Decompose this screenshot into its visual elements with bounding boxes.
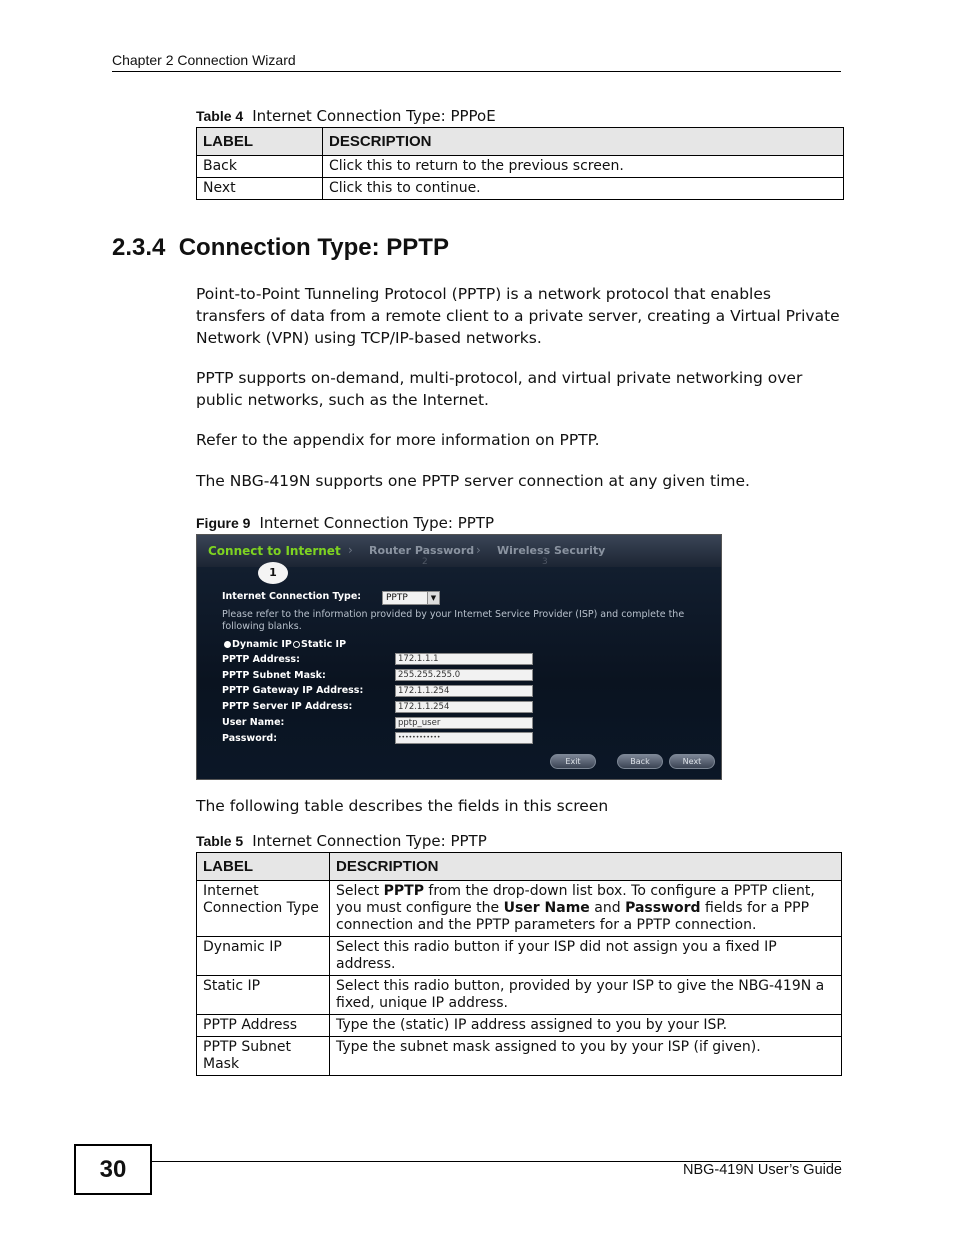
back-button[interactable]: Back	[617, 754, 663, 769]
table4-cell-label: Next	[197, 178, 323, 200]
table5	[196, 852, 842, 1076]
paragraph: The NBG-419N supports one PPTP server connection at any given time.	[196, 472, 750, 490]
connection-type-select[interactable]	[382, 591, 440, 605]
paragraph: Point-to-Point Tunneling Protocol (PPTP) is a network protocol that enables transfers of data from a remote client to a private server, creating a Virtual Private Network (VPN) using TCP/IP-based networks.	[196, 285, 840, 347]
step-router-password[interactable]: Router Password	[369, 544, 475, 557]
field-label: Password:	[222, 733, 278, 744]
user-name-input[interactable]: pptp_user	[395, 717, 533, 729]
table-row	[197, 156, 844, 178]
table5-cell-label: Static IP	[197, 976, 330, 1015]
emphasis-password: Password	[625, 900, 701, 916]
header-rule	[112, 71, 841, 72]
pptp-address-input[interactable]: 172.1.1.1	[395, 653, 533, 665]
table5-cell-description: Type the subnet mask assigned to you by your ISP (if given).	[330, 1037, 842, 1076]
step-number-badge: 3	[542, 557, 548, 567]
table4-caption-number: Table 4	[196, 108, 244, 124]
figure9-caption-number: Figure 9	[196, 515, 251, 531]
figure9-caption-text: Internet Connection Type: PPTP	[259, 514, 495, 532]
radio-dynamic-ip-label: Dynamic IP	[232, 639, 292, 650]
chevron-down-icon: ▼	[427, 592, 439, 604]
table4-caption	[196, 107, 496, 125]
table5-cell-label: PPTP Subnet Mask	[197, 1037, 330, 1076]
running-header: Chapter 2 Connection Wizard	[112, 52, 296, 68]
table-row	[197, 1037, 842, 1076]
table5-cell-label: PPTP Address	[197, 1015, 330, 1037]
field-label: PPTP Server IP Address:	[222, 701, 353, 712]
radio-static-ip-label: Static IP	[301, 639, 347, 650]
paragraph: PPTP supports on-demand, multi-protocol, and virtual private networking over public networks, such as the Internet.	[196, 369, 803, 409]
table4-cell-description: Click this to continue.	[323, 178, 844, 200]
radio-dynamic-ip[interactable]	[224, 641, 231, 648]
wizard-screenshot	[196, 534, 722, 780]
table4-header-label: LABEL	[197, 128, 323, 156]
exit-button[interactable]: Exit	[550, 754, 596, 769]
table5-header-description: DESCRIPTION	[330, 853, 842, 881]
connection-type-value: PPTP	[386, 593, 408, 603]
table5-cell-label: Internet Connection Type	[197, 881, 330, 937]
pptp-subnet-mask-input[interactable]: 255.255.255.0	[395, 669, 533, 681]
isp-note: Please refer to the information provided by your Internet Service Provider (ISP) and complete the following blanks.	[222, 609, 685, 632]
table5-cell-description: Select this radio button, provided by your ISP to give the NBG-419N a fixed, unique IP address.	[330, 976, 842, 1015]
table-row	[197, 937, 842, 976]
section-title: 2.3.4 Connection Type: PPTP	[112, 234, 449, 261]
table4-caption-text: Internet Connection Type: PPPoE	[252, 107, 496, 125]
table5-caption-text: Internet Connection Type: PPTP	[252, 832, 487, 850]
step-wireless-security[interactable]: Wireless Security	[497, 544, 606, 557]
radio-static-ip[interactable]	[293, 641, 300, 648]
connection-type-label: Internet Connection Type:	[222, 591, 362, 602]
table-row	[197, 1015, 842, 1037]
page-number: 30	[74, 1144, 152, 1195]
field-label: User Name:	[222, 717, 285, 728]
table4-cell-label: Back	[197, 156, 323, 178]
next-button[interactable]: Next	[669, 754, 715, 769]
pptp-gateway-input[interactable]: 172.1.1.254	[395, 685, 533, 697]
table5-cell-description: Type the (static) IP address assigned to you by your ISP.	[330, 1015, 842, 1037]
emphasis-user-name: User Name	[503, 900, 590, 916]
field-label: PPTP Address:	[222, 654, 300, 665]
table4	[196, 127, 844, 200]
table4-header-description: DESCRIPTION	[323, 128, 844, 156]
table5-caption-number: Table 5	[196, 833, 244, 849]
chevron-right-icon: ›	[476, 543, 481, 557]
field-label: PPTP Gateway IP Address:	[222, 685, 364, 696]
table5-cell-description: Select this radio button if your ISP did not assign you a fixed IP address.	[330, 937, 842, 976]
step-number-badge: 1	[258, 562, 288, 584]
table-row	[197, 976, 842, 1015]
field-label: PPTP Subnet Mask:	[222, 670, 326, 681]
pptp-server-input[interactable]: 172.1.1.254	[395, 701, 533, 713]
table5-caption	[196, 832, 487, 850]
table5-header-label: LABEL	[197, 853, 330, 881]
table4-cell-description: Click this to return to the previous screen.	[323, 156, 844, 178]
paragraph: The following table describes the fields in this screen	[196, 797, 609, 815]
step-number-badge: 2	[422, 557, 428, 567]
password-input[interactable]: ••••••••••••	[395, 732, 533, 744]
emphasis-pptp: PPTP	[383, 883, 424, 899]
step-connect-to-internet[interactable]: Connect to Internet	[208, 544, 341, 558]
guide-title: NBG-419N User’s Guide	[682, 1162, 842, 1178]
table5-cell-label: Dynamic IP	[197, 937, 330, 976]
paragraph: Refer to the appendix for more information on PPTP.	[196, 431, 600, 449]
chevron-right-icon: ›	[348, 543, 353, 557]
table-row	[197, 178, 844, 200]
table5-cell-description: Select PPTP from the drop-down list box. To configure a PPTP client, you must configure the User Name and Password fields for a PPP connection and the PPTP parameters for a PPTP connection.	[330, 881, 842, 937]
figure9-caption	[196, 514, 494, 532]
table-row	[197, 881, 842, 937]
